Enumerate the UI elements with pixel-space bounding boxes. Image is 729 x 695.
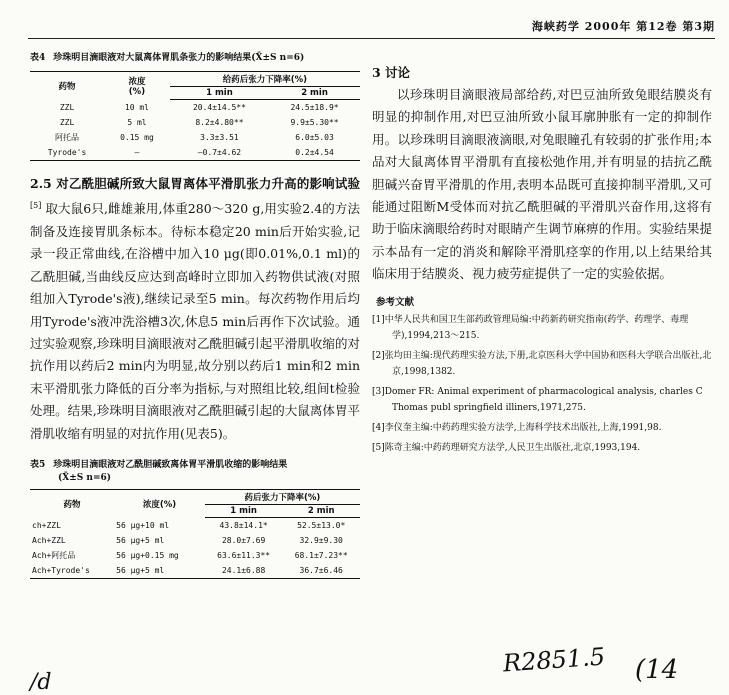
table-cell: — <box>104 145 170 161</box>
reference-item: [4]李仪奎主编:中药药理实验方法学,上海科学技术出版社,上海,1991,98. <box>372 422 662 433</box>
table-cell: 24.1±6.88 <box>205 563 283 579</box>
reference-item: [3]Domer FR: Animal experiment of pharmacological analysis, charles C Thomas publ springfield illiners,1971,275. <box>372 386 703 413</box>
table-cell: 43.8±14.1* <box>219 521 268 531</box>
table-cell: 10 ml <box>124 102 149 112</box>
table-cell: 56 μg+10 ml <box>116 520 170 530</box>
table4-header-conc-unit: (%) <box>128 86 146 97</box>
table-cell: Ach+ZZL <box>32 536 66 546</box>
handwritten-corner: /d <box>30 670 52 695</box>
table-cell: 56 μg+5 ml <box>116 536 165 546</box>
table4-header-drug: 药物 <box>30 72 104 100</box>
table-cell: 6.0±5.03 <box>295 133 334 142</box>
table4-number: 表4 <box>30 53 46 63</box>
table4-header-1min: 1 min <box>170 87 269 100</box>
table-cell: 28.0±7.69 <box>221 536 266 546</box>
citation-mark: [5] <box>30 201 42 211</box>
section-2-5-body: 取大鼠6只,雌雄兼用,体重280～320 g,用实验2.4的方法制备及连接胃肌条标本。待标本稳定20 min后开始实验,记录一段正常曲线,在浴槽中加入10 μg(即0.01%,0.1 ml)的乙酰胆碱,当曲线反应达到高峰时立即加入药物供试液(对照组加入Tyrode's液),继续记录至5 min。每次药物作用后均用Tyrode's液冲洗浴槽3次,休息5 min后再作下次试验。通过实验观察,珍珠明目滴眼液对乙酰胆碱引起平滑肌收缩的对抗作用以药后2 min内为明显,故分别以药后1 min和2 min末平滑肌张力降低的百分率为指标,与对照组比较,组间t检验处理。结果,珍珠明目滴眼液对乙酰胆碱引起的大鼠离体胃平滑肌收缩有明显的对抗作用(见表5)。 <box>30 201 360 441</box>
table4-header-conc-label: 浓度 <box>128 76 146 87</box>
table-cell: ZZL <box>59 118 75 127</box>
table5 <box>30 489 360 579</box>
table-cell: 0.2±4.54 <box>269 145 360 161</box>
table-cell: 24.5±18.9* <box>290 103 339 112</box>
table4-header-2min: 2 min <box>269 87 360 100</box>
table-cell: 8.2±4.80** <box>195 118 244 127</box>
table-cell: 20.4±14.5** <box>192 103 246 112</box>
table5-header-2min: 2 min <box>282 505 360 518</box>
table-row <box>30 115 360 130</box>
handwritten-mark: (14 <box>635 655 679 685</box>
table5-header-group: 药后张力下降率(%) <box>205 490 360 505</box>
section-2-5-heading: 2.5 对乙酰胆碱所致大鼠胃离体平滑肌张力升高的影响试验 <box>30 176 360 191</box>
table4-header-conc <box>104 72 170 100</box>
table-cell: ch+ZZL <box>32 520 61 530</box>
table-cell: 5 ml <box>127 118 147 127</box>
table-cell: 68.1±7.23** <box>294 551 348 561</box>
table-row <box>30 130 360 145</box>
table4-header-group: 给药后张力下降率(%) <box>170 72 360 87</box>
table-cell: ZZL <box>59 102 75 112</box>
table-cell: Ach+阿托品 <box>32 551 76 561</box>
discussion-heading: 3 讨论 <box>372 65 411 80</box>
table5-header-1min: 1 min <box>205 505 283 518</box>
table-cell: —0.7±4.62 <box>170 145 269 161</box>
table4 <box>30 71 360 161</box>
table-cell: 阿托品 <box>55 133 80 142</box>
table4-title: 珍珠明目滴眼液对大鼠离体胃肌条张力的影响结果(X̄±S n=6) <box>53 53 305 63</box>
references-title: 参考文献 <box>376 296 415 308</box>
running-header <box>28 18 715 34</box>
handwritten-code: R2851.5 <box>502 642 606 678</box>
header-rule <box>28 38 715 39</box>
table-cell: Ach+Tyrode's <box>30 563 114 579</box>
reference-item: [1]中华人民共和国卫生部药政管理局编:中药新药研究指南(药学、药理学、毒理学),1994,213～215. <box>372 314 689 341</box>
table5-header-conc: 浓度(%) <box>114 490 205 518</box>
table-row <box>30 548 360 563</box>
table-row <box>30 533 360 548</box>
discussion-body: 以珍珠明目滴眼液局部给药,对巴豆油所致兔眼结膜炎有明显的抑制作用,对巴豆油所致小鼠耳廓肿胀有一定的抑制作用。以珍珠明目滴眼液滴眼,对兔眼瞳孔有较弱的扩张作用;本品对大鼠离体胃平滑肌有直接松弛作用,并有明显的拮抗乙酰胆碱兴奋胃平滑肌的作用,表明本品既可直接抑制平滑肌,又可能通过阻断M受体而对抗乙酰胆碱的平滑肌兴奋作用,这将有助于临床滴眼给药时对眼睛产生调节麻痹的作用。实验结果提示本品有一定的消炎和解除平滑肌痉挛的作用,以上结果给其临床用于结膜炎、视力疲劳症提供了一定的实验依据。 <box>372 87 712 282</box>
table-cell: Tyrode's <box>30 145 104 161</box>
table-cell: 56 μg+0.15 mg <box>116 551 179 561</box>
table-row <box>30 518 360 534</box>
reference-item: [2]张均田主编:现代药理实验方法,下册,北京医科大学中国协和医科大学联合出版社,北京,1998,1382. <box>372 350 712 377</box>
table-row <box>30 145 360 161</box>
reference-item: [5]陈奇主编:中药药理研究方法学,人民卫生出版社,北京,1993,194. <box>372 442 641 453</box>
table5-title: 珍珠明目滴眼液对乙酰胆碱致离体胃平滑肌收缩的影响结果 <box>53 460 288 471</box>
table-row <box>30 100 360 116</box>
table-cell: 9.9±5.30** <box>290 118 339 127</box>
table4-caption <box>30 52 360 65</box>
table-cell: 56 μg+5 ml <box>114 563 205 579</box>
table-cell: 52.5±13.0* <box>297 521 346 531</box>
table5-caption <box>30 459 360 485</box>
table-cell: 0.15 mg <box>120 133 154 142</box>
table-cell: 32.9±9.30 <box>299 536 343 546</box>
right-column <box>372 62 712 460</box>
table5-number: 表5 <box>30 460 46 471</box>
journal-header: 海峡药学 2000年 第12卷 第3期 <box>531 20 715 33</box>
table-row <box>30 563 360 579</box>
table-cell: 3.3±3.51 <box>200 133 239 142</box>
table-cell: 63.6±11.3** <box>217 551 271 561</box>
section-2-5 <box>30 173 360 445</box>
table5-header-drug: 药物 <box>30 490 114 518</box>
left-column <box>30 52 360 579</box>
table-cell: 36.7±6.46 <box>282 563 360 579</box>
table5-title-stats: (X̄±S n=6) <box>58 473 112 484</box>
